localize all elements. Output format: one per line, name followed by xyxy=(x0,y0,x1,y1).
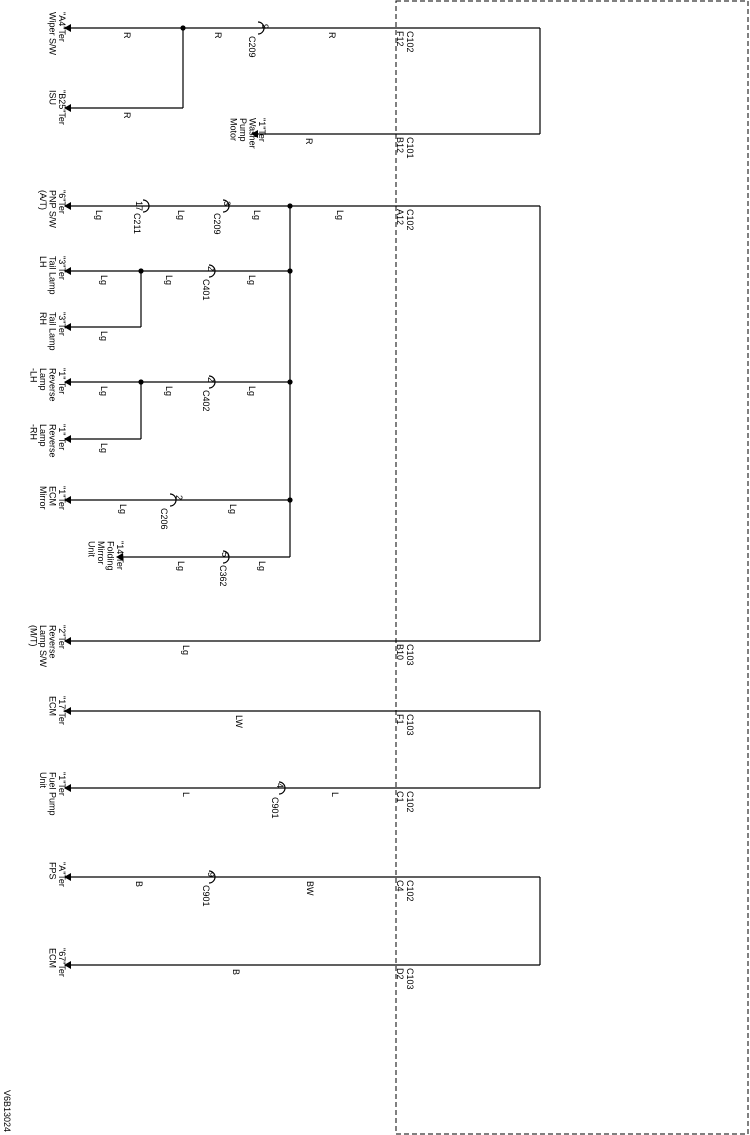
component-label-fuel-pump xyxy=(38,772,67,816)
component-label-line: Folding xyxy=(105,541,116,571)
wire-color-label: Lg xyxy=(257,561,267,572)
component-label-line: Lamp xyxy=(38,368,48,391)
component-label-line: Motor xyxy=(228,118,239,142)
wire-color-label: Lg xyxy=(247,275,257,286)
component-label-line: ECM xyxy=(47,948,58,968)
box-connector-pin: B12 xyxy=(395,137,405,154)
component-label-line: RH xyxy=(38,312,48,325)
wire-color-label: R xyxy=(304,138,314,145)
box-connector-pin: A12 xyxy=(395,209,405,226)
box-connector-pin: B10 xyxy=(395,644,405,661)
component-label-line: "1"Ter xyxy=(257,118,267,142)
component-label-line: Lamp S/W xyxy=(38,625,48,668)
wire-color-label: R xyxy=(327,32,337,39)
connector-name-label: C209 xyxy=(247,36,257,58)
wire-color-label: Lg xyxy=(118,504,128,515)
component-label-line: "17"Ter xyxy=(57,696,67,725)
component-label-line: "1" Ter xyxy=(57,424,67,451)
connector-pin-label: 2 xyxy=(206,266,216,272)
component-label-line: "3"Ter xyxy=(57,312,67,336)
component-label-pnp-sw xyxy=(38,190,67,228)
connector-name-label: C901 xyxy=(201,885,211,907)
component-label-line: "A4"Ter xyxy=(57,12,67,42)
component-label-line: "14"Ter xyxy=(115,541,125,570)
component-label-line: ECM xyxy=(47,696,58,716)
connector-pin-label: 4 xyxy=(275,783,285,789)
wire-color-label: L xyxy=(330,792,340,798)
component-label-line: "1" Ter xyxy=(57,368,67,395)
connector-pin-label: 5 xyxy=(220,552,230,558)
connector-name-label: C209 xyxy=(212,213,222,235)
wire-color-label: Lg xyxy=(176,210,186,221)
component-label-line: "2"Ter xyxy=(57,625,67,649)
connector-name-label: C362 xyxy=(218,565,228,587)
wire-color-label: R xyxy=(213,32,223,39)
component-label-line: Reverse xyxy=(47,424,58,458)
component-label-line: FPS xyxy=(47,862,58,880)
connector-pin-label: 2 xyxy=(174,495,184,501)
component-label-line: Reverse xyxy=(47,625,58,659)
box-connector-name: C103 xyxy=(405,714,415,736)
component-label-line: Mirror xyxy=(96,541,106,565)
component-label-line: Pump xyxy=(238,118,248,142)
component-label-line: Mirror xyxy=(38,486,48,510)
wire-color-label: Lg xyxy=(99,275,109,286)
box-connector-pin: C1 xyxy=(395,791,405,803)
component-label-line: -LH xyxy=(28,368,39,383)
splice-dot xyxy=(180,25,185,30)
component-label-line: Unit xyxy=(38,772,48,789)
splice-dot xyxy=(287,268,292,273)
component-label-line: "6"Ter xyxy=(57,190,67,214)
terminal-arrows xyxy=(64,24,258,969)
box-connector-name: C103 xyxy=(405,968,415,990)
component-label-line: ISU xyxy=(47,90,58,106)
box-connector-name: C102 xyxy=(405,31,415,53)
wire-color-label: Lg xyxy=(99,331,109,342)
wire-color-label: Lg xyxy=(247,386,257,397)
wire-color-label: Lg xyxy=(335,210,345,221)
component-label-isu xyxy=(48,90,68,125)
component-label-line: -RH xyxy=(28,424,39,440)
wire-color-label: R xyxy=(122,112,132,119)
component-label-line: (M/T) xyxy=(28,625,39,647)
component-label-line: Lamp xyxy=(38,424,48,447)
wire-color-label: Lg xyxy=(94,210,104,221)
component-label-line: "1"Ter xyxy=(57,772,67,796)
component-label-line: (A/T) xyxy=(38,190,48,210)
box-connector-name: C101 xyxy=(405,137,415,159)
wire-color-label: Lg xyxy=(176,561,186,572)
component-label-line: Fuel Pump xyxy=(47,772,58,816)
component-label-line: "A"Ter xyxy=(57,862,67,887)
wire-color-label: B xyxy=(231,969,241,976)
connector-name-label: C401 xyxy=(201,279,211,301)
splice-dot xyxy=(138,268,143,273)
box-connector-pin: C4 xyxy=(395,880,405,892)
component-label-fps xyxy=(48,862,68,887)
inline-connector-symbols xyxy=(143,22,285,883)
component-label-line: "67"Ter xyxy=(57,948,67,977)
component-label-line: ECM xyxy=(47,486,58,506)
connector-name-label: C206 xyxy=(159,508,169,530)
connector-name-label: C211 xyxy=(132,213,142,234)
diagram-labels xyxy=(2,12,415,1132)
component-label-line: Reverse xyxy=(47,368,58,402)
splice-dot xyxy=(287,497,292,502)
component-label-line: "1"Ter xyxy=(57,486,67,510)
splice-dot xyxy=(287,203,292,208)
wire-color-label: Lg xyxy=(252,210,262,221)
component-label-rev-sw xyxy=(29,625,68,668)
connector-pin-label: 2 xyxy=(206,377,216,383)
wire-color-label: Lg xyxy=(99,386,109,397)
component-label-ecm17 xyxy=(48,696,68,725)
box-connector-name: C102 xyxy=(405,880,415,902)
connector-pin-label: 9 xyxy=(206,872,216,878)
splice-points xyxy=(138,25,292,502)
component-label-line: "B25"Ter xyxy=(57,90,67,125)
module-boundary xyxy=(396,1,748,1134)
wire-color-label: LW xyxy=(234,715,244,728)
component-label-wiper-sw xyxy=(48,12,68,56)
wire-color-label: L xyxy=(181,792,191,798)
wire-color-label: R xyxy=(122,32,132,39)
wire-color-label: BW xyxy=(305,881,315,896)
component-label-ecm67 xyxy=(48,948,68,977)
splice-dot xyxy=(138,379,143,384)
box-connector-pin: D2 xyxy=(395,968,405,980)
component-label-line: Tail Lamp xyxy=(47,312,58,351)
wire-color-label: Lg xyxy=(99,443,109,454)
component-label-washer-pump xyxy=(229,118,268,149)
component-label-ecm-mirror xyxy=(38,486,67,510)
component-label-line: "3"Ter xyxy=(57,256,67,280)
component-label-tail-lh xyxy=(38,256,67,295)
connector-pin-label: 17 xyxy=(134,201,144,212)
wire-color-label: Lg xyxy=(181,645,191,656)
box-connector-name: C103 xyxy=(405,644,415,666)
component-label-line: Wiper S/W xyxy=(47,12,58,56)
box-connector-name: C102 xyxy=(405,791,415,813)
component-label-rev-lh xyxy=(29,368,68,402)
component-label-line: PNP S/W xyxy=(47,190,58,228)
component-label-tail-rh xyxy=(38,312,67,351)
component-label-fold-mirror xyxy=(87,541,126,571)
connector-pin-label: 3 xyxy=(222,201,232,207)
box-connector-pin: F1 xyxy=(395,714,405,725)
component-label-line: Unit xyxy=(86,541,97,558)
connector-name-label: C402 xyxy=(201,390,211,412)
wire-color-label: B xyxy=(134,881,144,888)
figure-id: V6B13024 xyxy=(2,1090,12,1133)
wire-color-label: Lg xyxy=(164,275,174,286)
connector-name-label: C901 xyxy=(270,797,280,819)
wire-color-label: Lg xyxy=(164,386,174,397)
wire-color-label: Lg xyxy=(228,504,238,515)
splice-dot xyxy=(287,379,292,384)
component-label-line: Tail Lamp xyxy=(47,256,58,295)
connector-pin-label: 9 xyxy=(260,24,270,30)
box-connector-pin: F12 xyxy=(395,31,405,47)
component-label-line: Washer xyxy=(247,118,258,149)
component-label-line: LH xyxy=(38,256,48,268)
wires xyxy=(68,28,540,965)
component-label-rev-rh xyxy=(29,424,68,458)
box-connector-name: C102 xyxy=(405,209,415,231)
